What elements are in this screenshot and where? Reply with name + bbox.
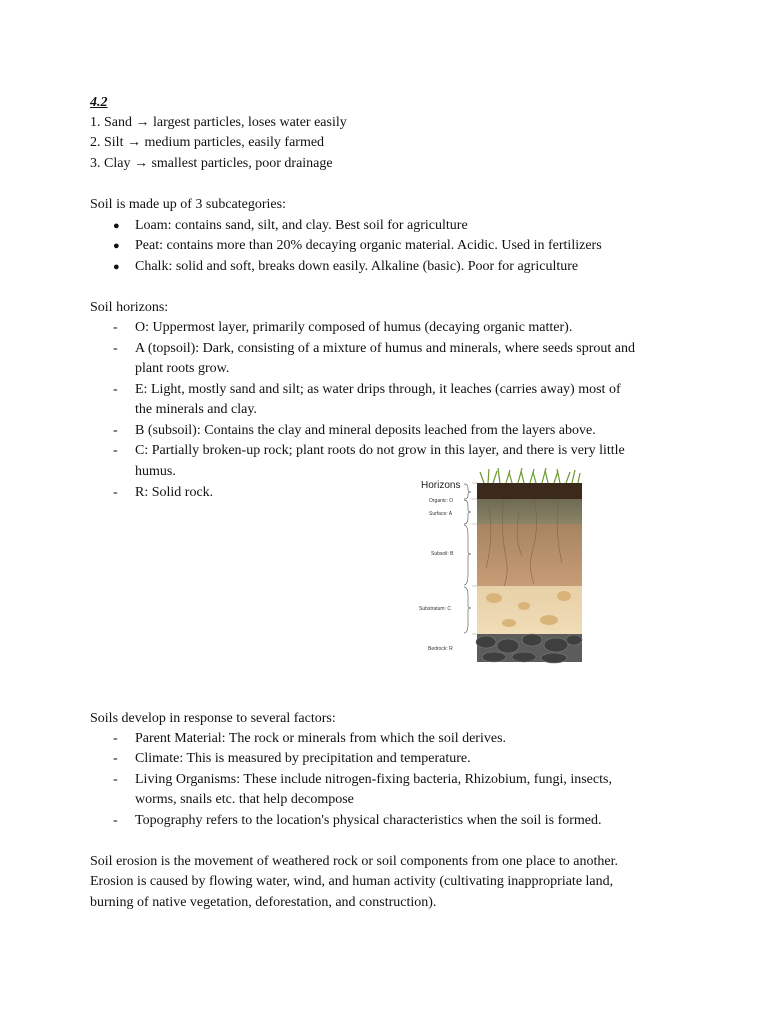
particle-item-sand: 1. Sand → largest particles, loses water easily [90,115,347,130]
dash-marker: - [113,731,118,746]
erosion-line-3: burning of native vegetation, deforestation, and construction). [90,895,437,910]
dash-marker: - [113,341,118,356]
grass-icon [480,468,580,483]
subcategory-item-chalk: Chalk: solid and soft, breaks down easily. Alkaline (basic). Poor for agriculture [135,259,579,274]
horizon-item-e-cont: the minerals and clay. [135,402,257,417]
horizon-item-r: R: Solid rock. [135,485,214,500]
figure-label-surface: Surface: A [429,511,453,517]
depth-marks [472,483,477,634]
bullet-icon: ● [113,240,120,252]
dash-marker: - [113,320,118,335]
factor-item-topography: Topography refers to the location's physical characteristics when the soil is formed. [135,813,602,828]
horizons-intro: Soil horizons: [90,300,169,315]
subcategory-item-loam: Loam: contains sand, silt, and clay. Best soil for agriculture [135,218,468,233]
horizon-item-b: B (subsoil): Contains the clay and mineral deposits leached from the layers above. [135,423,596,438]
factor-item-living-organisms: Living Organisms: These include nitrogen-fixing bacteria, Rhizobium, fungi, insects, [135,772,612,787]
layer-organic [477,483,582,499]
horizon-braces [464,484,471,633]
section-heading: 4.2 [90,95,108,110]
erosion-line-1: Soil erosion is the movement of weathered rock or soil components from one place to another. [90,854,618,869]
dash-marker: - [113,382,118,397]
subcategories-intro: Soil is made up of 3 subcategories: [90,197,286,212]
dash-marker: - [113,751,118,766]
bullet-icon: ● [113,261,120,273]
erosion-line-2: Erosion is caused by flowing water, wind, and human activity (cultivating inappropriate land, [90,874,614,889]
figure-label-bedrock: Bedrock: R [428,646,453,652]
factors-intro: Soils develop in response to several factors: [90,711,336,726]
figure-label-subsoil: Subsoil: B [431,551,454,557]
horizon-item-a: A (topsoil): Dark, consisting of a mixture of humus and minerals, where seeds sprout and [135,341,636,356]
horizon-item-e: E: Light, mostly sand and silt; as water drips through, it leaches (carries away) most of [135,382,621,397]
factor-item-climate: Climate: This is measured by precipitation and temperature. [135,751,471,766]
horizon-item-c-cont: humus. [135,464,176,479]
horizon-item-o: O: Uppermost layer, primarily composed of humus (decaying organic matter). [135,320,573,335]
layer-subsoil [477,524,582,586]
factor-item-parent-material: Parent Material: The rock or minerals from which the soil derives. [135,731,507,746]
dash-marker: - [113,423,118,438]
horizon-item-c: C: Partially broken-up rock; plant roots do not grow in this layer, and there is very little [135,443,625,458]
layer-surface [477,499,582,524]
particle-item-clay: 3. Clay → smallest particles, poor drainage [90,156,333,171]
particle-item-silt: 2. Silt → medium particles, easily farmed [90,135,325,150]
bullet-icon: ● [113,220,120,232]
horizon-item-a-cont: plant roots grow. [135,361,230,376]
dash-marker: - [113,772,118,787]
subcategory-item-peat: Peat: contains more than 20% decaying organic material. Acidic. Used in fertilizers [135,238,602,253]
figure-label-organic: Organic: O [429,498,454,504]
figure-label-substratum: Substratum: C [419,606,451,612]
dash-marker: - [113,485,118,500]
figure-title: Horizons [421,480,461,491]
factor-item-living-organisms-cont: worms, snails etc. that help decompose [135,792,354,807]
dash-marker: - [113,443,118,458]
soil-horizons-figure [414,468,589,668]
dash-marker: - [113,813,118,828]
